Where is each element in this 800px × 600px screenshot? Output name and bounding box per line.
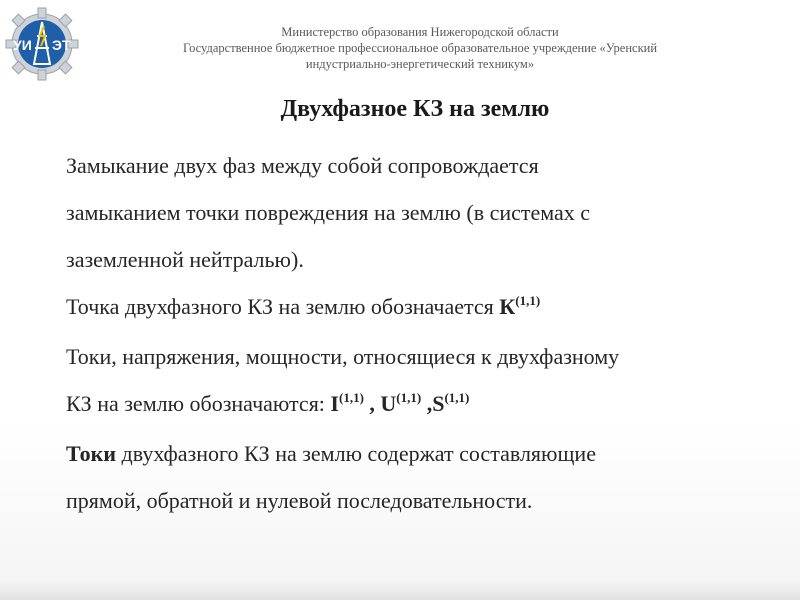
voltage-sup: (1,1) <box>396 390 422 405</box>
p1-line2: замыканием точки повреждения на землю (в системах с <box>66 200 591 225</box>
current-symbol: I <box>330 391 339 416</box>
voltage-symbol: U <box>380 391 397 416</box>
gear-logo-icon <box>4 6 80 82</box>
paragraph-1 <box>66 142 756 283</box>
paragraph-2 <box>66 283 756 333</box>
p4-bold: Токи <box>66 441 117 466</box>
college-logo <box>4 6 80 82</box>
svg-text:ЭТ: ЭТ <box>52 37 71 53</box>
slide-body <box>66 142 756 524</box>
fault-symbol: К <box>499 294 516 319</box>
p1-line3: заземленной нейтралью). <box>66 247 304 272</box>
paragraph-4 <box>66 430 756 524</box>
sep-2: , <box>421 391 433 416</box>
p3-line1: Токи, напряжения, мощности, относящиеся к двухфазному <box>66 344 620 369</box>
bottom-band <box>0 580 800 600</box>
slide-title: Двухфазное КЗ на землю <box>280 96 550 122</box>
header-institution: Государственное бюджетное профессиональное образовательное учреждение «Уренский <box>182 41 658 55</box>
p2-text: Точка двухфазного КЗ на землю обозначается <box>66 294 500 319</box>
current-sup: (1,1) <box>338 390 364 405</box>
power-sup: (1,1) <box>444 390 470 405</box>
p3-line2: КЗ на землю обозначаются: <box>66 391 331 416</box>
header-ministry: Министерство образования Нижегородской области <box>281 25 559 39</box>
p4-line1-rest: двухфазного КЗ на землю содержат составляющие <box>116 441 596 466</box>
paragraph-3 <box>66 333 756 430</box>
p4-line2: прямой, обратной и нулевой последовательности. <box>66 488 533 513</box>
power-symbol: S <box>432 391 445 416</box>
svg-text:УИ: УИ <box>13 37 32 53</box>
p1-line1: Замыкание двух фаз между собой сопровождается <box>66 153 539 178</box>
fault-symbol-sup: (1,1) <box>515 293 541 308</box>
header-institution-cont: индустриально-энергетический техникум» <box>305 57 535 71</box>
institution-header <box>100 24 740 72</box>
sep-1: , <box>363 391 381 416</box>
